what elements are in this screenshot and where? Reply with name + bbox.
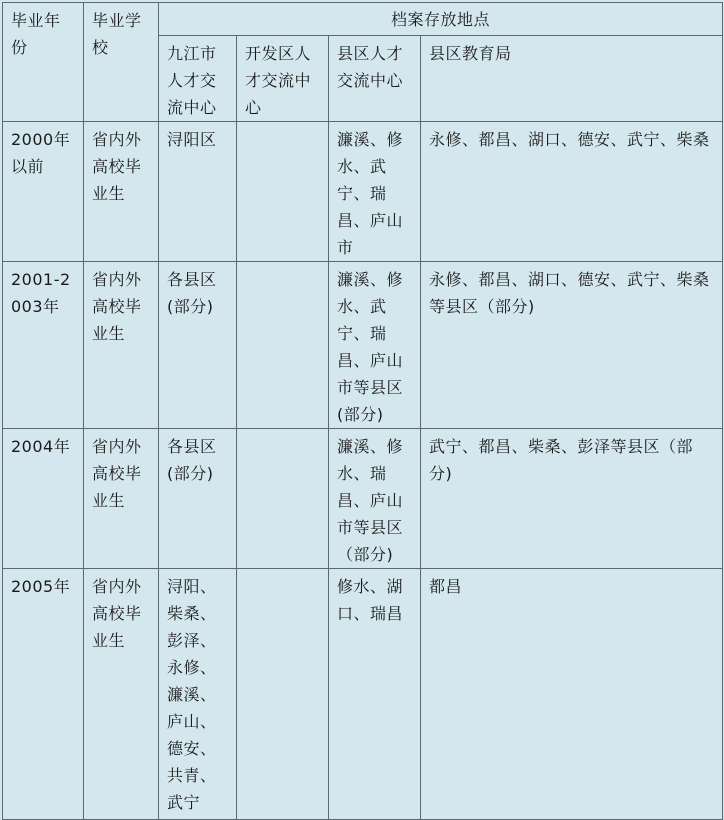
cell-county-education: 永修、都昌、湖口、德安、武宁、柴桑等县区（部分) (421, 262, 723, 429)
cell-jiujiang-center: 浔阳、柴桑、彭泽、永修、濂溪、庐山、德安、共青、武宁 (159, 569, 237, 820)
header-county-center (329, 36, 421, 122)
header-archive-location-text: 档案存放地点 (391, 10, 491, 29)
header-kaifaqu-center (237, 36, 329, 122)
cell-jiujiang-center: 浔阳区 (159, 122, 237, 262)
cell-kaifaqu-center (237, 122, 329, 262)
header-kaifaqu-center-text: 开发区人才交流中心 (245, 44, 312, 117)
header-archive-location (159, 3, 723, 36)
cell-year: 2001-2003年 (3, 262, 84, 429)
cell-county-education: 永修、都昌、湖口、德安、武宁、柴桑 (421, 122, 723, 262)
header-graduation-year (3, 3, 84, 122)
cell-county-center: 濂溪、修水、武宁、瑞昌、庐山市等县区(部分) (329, 262, 421, 429)
archive-location-table (2, 2, 723, 820)
header-graduate-school-text: 毕业学校 (92, 11, 142, 57)
cell-county-education: 武宁、都昌、柴桑、彭泽等县区（部分) (421, 429, 723, 569)
header-jiujiang-center-text: 九江市人才交流中心 (167, 44, 217, 117)
header-graduate-school (84, 3, 159, 122)
table-row (3, 569, 723, 820)
cell-kaifaqu-center (237, 569, 329, 820)
header-row-top (3, 3, 723, 36)
cell-year: 2000年以前 (3, 122, 84, 262)
cell-year: 2004年 (3, 429, 84, 569)
header-county-education (421, 36, 723, 122)
cell-jiujiang-center: 各县区(部分) (159, 429, 237, 569)
cell-county-education: 都昌 (421, 569, 723, 820)
table-row (3, 262, 723, 429)
table-row (3, 429, 723, 569)
cell-kaifaqu-center (237, 429, 329, 569)
header-county-center-text: 县区人才交流中心 (337, 44, 404, 90)
table-row (3, 122, 723, 262)
cell-jiujiang-center: 各县区(部分) (159, 262, 237, 429)
cell-county-center: 濂溪、修水、瑞昌、庐山市等县区（部分) (329, 429, 421, 569)
cell-school: 省内外高校毕业生 (84, 262, 159, 429)
header-graduation-year-text: 毕业年份 (11, 11, 61, 57)
cell-school: 省内外高校毕业生 (84, 122, 159, 262)
cell-year: 2005年 (3, 569, 84, 820)
cell-county-center: 濂溪、修水、武宁、瑞昌、庐山市 (329, 122, 421, 262)
header-county-education-text: 县区教育局 (429, 44, 512, 63)
cell-kaifaqu-center (237, 262, 329, 429)
header-jiujiang-center (159, 36, 237, 122)
cell-school: 省内外高校毕业生 (84, 429, 159, 569)
cell-county-center: 修水、湖口、瑞昌 (329, 569, 421, 820)
cell-school: 省内外高校毕业生 (84, 569, 159, 820)
